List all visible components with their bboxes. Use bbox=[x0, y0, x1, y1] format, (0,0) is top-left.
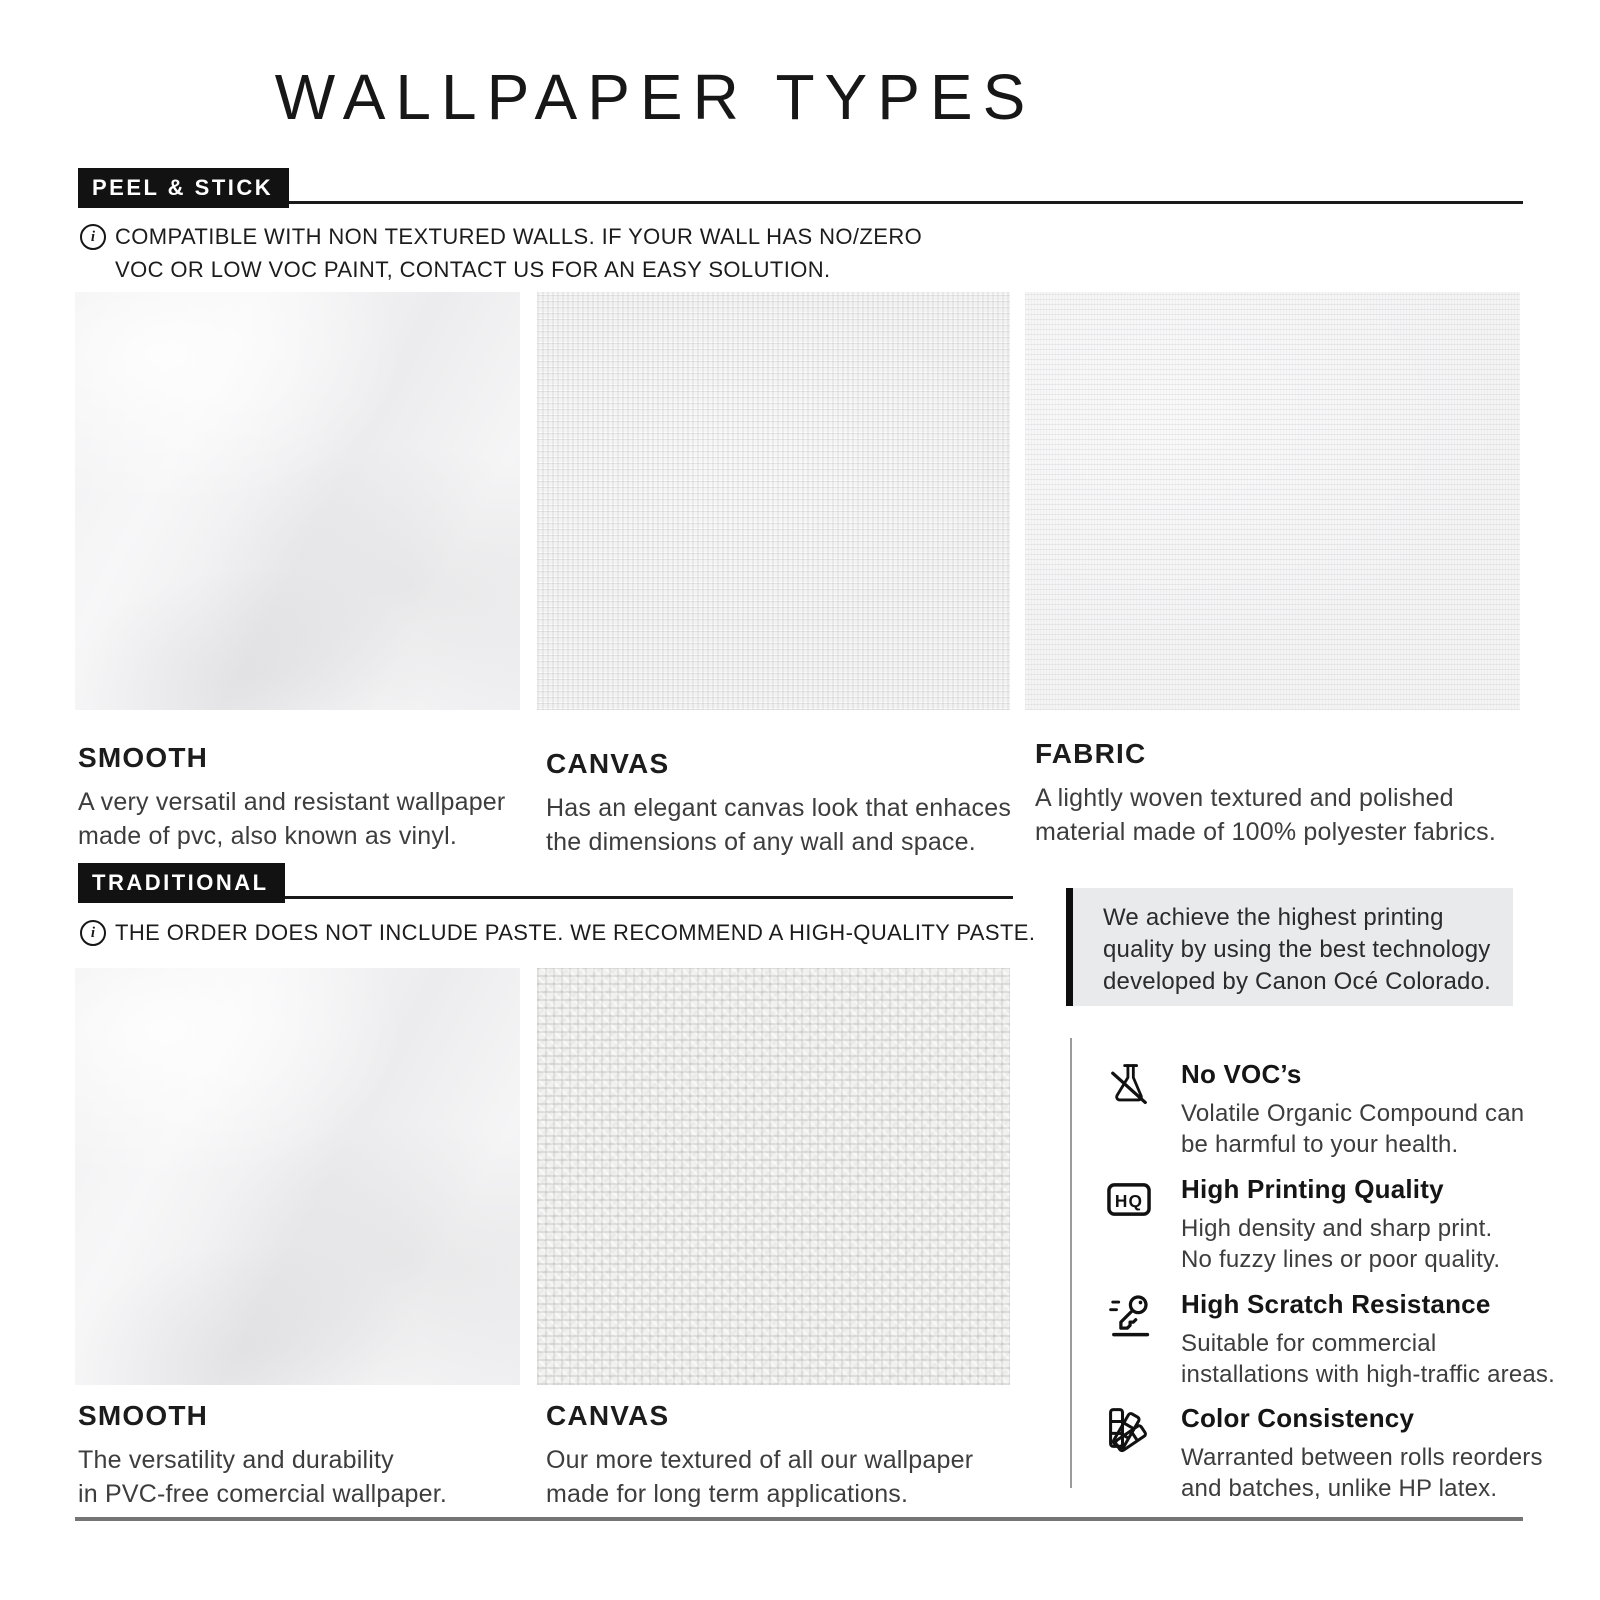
color-swatches-icon bbox=[1103, 1402, 1155, 1454]
feature-desc-line: High density and sharp print. bbox=[1181, 1215, 1493, 1242]
features-divider-line bbox=[1070, 1038, 1072, 1488]
caption-canvas-peel-stick bbox=[546, 748, 1011, 859]
swatch-title: FABRIC bbox=[1035, 738, 1147, 769]
swatch-title: CANVAS bbox=[546, 1400, 670, 1431]
feature-high-printing-quality bbox=[1103, 1173, 1500, 1275]
feature-no-voc bbox=[1103, 1058, 1524, 1160]
quality-line: quality by using the best technology bbox=[1103, 936, 1491, 963]
caption-fabric-peel-stick bbox=[1035, 738, 1496, 849]
feature-desc-line: Warranted between rolls reorders bbox=[1181, 1444, 1543, 1471]
swatch-desc-line: made for long term applications. bbox=[546, 1480, 909, 1508]
swatch-desc-line: Our more textured of all our wallpaper bbox=[546, 1446, 974, 1474]
note-line: VOC OR LOW VOC PAINT, CONTACT US FOR AN EASY SOLUTION. bbox=[115, 257, 831, 282]
feature-text bbox=[1181, 1402, 1543, 1504]
swatch-desc-line: Has an elegant canvas look that enhaces bbox=[546, 794, 1012, 822]
feature-title: Color Consistency bbox=[1181, 1403, 1415, 1433]
scratch-key-icon bbox=[1103, 1288, 1155, 1340]
swatch-canvas-traditional bbox=[537, 968, 1010, 1385]
quality-line: We achieve the highest printing bbox=[1103, 904, 1444, 931]
swatch-title: CANVAS bbox=[546, 748, 670, 779]
swatch-desc-line: in PVC-free comercial wallpaper. bbox=[78, 1480, 448, 1508]
swatch-fabric-peel-stick bbox=[1025, 292, 1520, 710]
feature-text bbox=[1181, 1288, 1555, 1390]
swatch-desc-line: A lightly woven textured and polished bbox=[1035, 784, 1454, 812]
caption-canvas-traditional bbox=[546, 1400, 973, 1511]
feature-desc-line: be harmful to your health. bbox=[1181, 1131, 1459, 1158]
peel-stick-note-text bbox=[115, 220, 922, 286]
section-rule-peel-stick bbox=[78, 201, 1523, 204]
feature-desc-line: and batches, unlike HP latex. bbox=[1181, 1475, 1498, 1502]
feature-desc-line: Volatile Organic Compound can bbox=[1181, 1100, 1525, 1127]
caption-smooth-traditional bbox=[78, 1400, 447, 1511]
no-voc-flask-icon bbox=[1103, 1058, 1155, 1110]
swatch-desc-line: the dimensions of any wall and space. bbox=[546, 828, 976, 856]
feature-desc-line: installations with high-traffic areas. bbox=[1181, 1361, 1555, 1388]
feature-color-consistency bbox=[1103, 1402, 1543, 1504]
section-label-traditional: TRADITIONAL bbox=[78, 863, 285, 903]
quality-line: developed by Canon Océ Colorado. bbox=[1103, 968, 1491, 995]
swatch-desc-line: material made of 100% polyester fabrics. bbox=[1035, 818, 1496, 846]
page-title: WALLPAPER TYPES bbox=[274, 61, 1036, 133]
swatch-canvas-peel-stick bbox=[537, 292, 1010, 710]
feature-desc-line: Suitable for commercial bbox=[1181, 1330, 1437, 1357]
hq-icon-text: HQ bbox=[1114, 1191, 1144, 1212]
swatch-smooth-traditional bbox=[75, 968, 520, 1385]
footer-rule bbox=[75, 1517, 1523, 1521]
swatch-desc-line: A very versatil and resistant wallpaper bbox=[78, 788, 506, 816]
swatch-desc-line: The versatility and durability bbox=[78, 1446, 394, 1474]
info-icon: i bbox=[80, 920, 106, 946]
feature-title: No VOC’s bbox=[1181, 1059, 1302, 1089]
feature-high-scratch-resistance bbox=[1103, 1288, 1555, 1390]
feature-desc-line: No fuzzy lines or poor quality. bbox=[1181, 1246, 1501, 1273]
swatch-smooth-peel-stick bbox=[75, 292, 520, 710]
printing-quality-callout bbox=[1066, 888, 1513, 1006]
feature-title: High Printing Quality bbox=[1181, 1174, 1444, 1204]
section-label-peel-stick: PEEL & STICK bbox=[78, 168, 289, 208]
swatch-desc-line: made of pvc, also known as vinyl. bbox=[78, 822, 457, 850]
traditional-note bbox=[80, 916, 1035, 949]
feature-text bbox=[1181, 1173, 1500, 1275]
swatch-title: SMOOTH bbox=[78, 742, 209, 773]
info-icon: i bbox=[80, 224, 106, 250]
traditional-note-text: THE ORDER DOES NOT INCLUDE PASTE. WE RECOMMEND A HIGH-QUALITY PASTE. bbox=[115, 920, 1036, 945]
caption-smooth-peel-stick bbox=[78, 742, 505, 853]
swatch-title: SMOOTH bbox=[78, 1400, 209, 1431]
peel-stick-note bbox=[80, 220, 922, 286]
feature-title: High Scratch Resistance bbox=[1181, 1289, 1491, 1319]
feature-text bbox=[1181, 1058, 1524, 1160]
hq-badge-icon bbox=[1103, 1173, 1155, 1225]
note-line: COMPATIBLE WITH NON TEXTURED WALLS. IF YOUR WALL HAS NO/ZERO bbox=[115, 224, 923, 249]
